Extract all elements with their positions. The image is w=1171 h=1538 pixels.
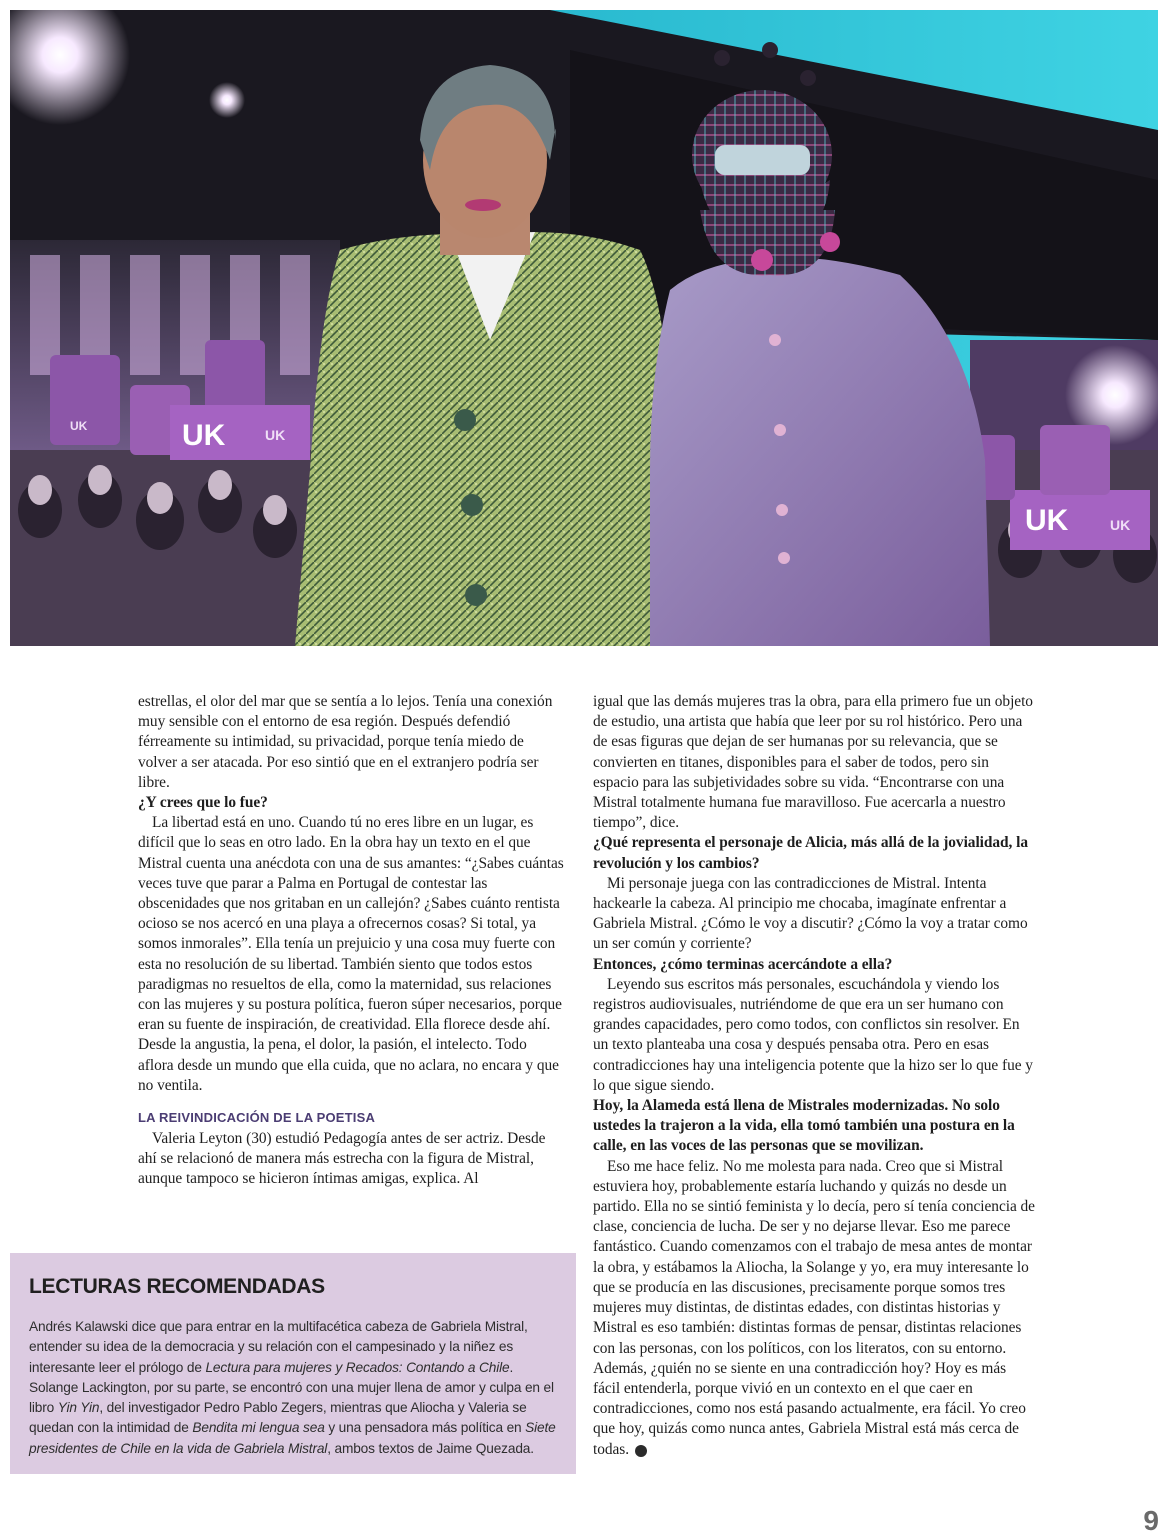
hero-photo bbox=[10, 10, 1158, 646]
paragraph: Leyendo sus escritos más personales, escuchándola y viendo los registros audiovisuales, nutriéndome de que era un ser humano con grandes capacidades, pero como todos, con conflictos sin resolver. En un texto planteaba una cosa y después pensaba otra. Pero en esas contradicciones hay una inteligencia potente que la hizo ser lo que fue y lo que sigue siendo. bbox=[593, 975, 1033, 1094]
box-text-run: y una pensadora más política en bbox=[324, 1420, 526, 1436]
book-title: Bendita mi lengua sea bbox=[192, 1420, 325, 1436]
paragraph bbox=[593, 1157, 1035, 1460]
paragraph: Mi personaje juega con las contradicciones de Mistral. Intenta hackearle la cabeza. Al principio me chocaba, imagínate enfrentar a Gabriela Mistral. ¿Cómo le voy a discutir? ¿Cómo la voy a tratar como un ser común y corriente? bbox=[593, 874, 1028, 953]
sign-text: UK bbox=[1025, 504, 1069, 537]
paragraph: La libertad está en uno. Cuando tú no eres libre en un lugar, es difícil que lo seas en otro lado. En la obra hay un texto en el que Mistral cuenta una anécdota con una de sus amantes: “¿Sabes cuántas veces tuve que parar a Palma en Portugal de contestar las obscenidades que nos gritaban en un callejón? ¿Sabes cuánto rentista ocioso se nos acercó en una playa a ofrecernos cosas? Si total, ya somos inmorales”. Ella tenía un prejuicio y una cosa muy fuerte con esta no resolución de su libertad. También siento que todos estos paradigmas no resueltos de ella, como la maternidad, sus relaciones con las mujeres y su postura política, fueron súper necesarios, porque eran su fuente de inspiración, de creatividad. Ella florece desde ahí. Desde la angustia, la pena, el dolor, la pasión, el intelecto. Todo aflora desde un mundo que ella cuida, que no aclara, no encara y que no ventila. bbox=[138, 814, 564, 1094]
book-title: Lectura para mujeres y Recados: Contando a Chile bbox=[205, 1359, 510, 1375]
paragraph: estrellas, el olor del mar que se sentía a lo lejos. Tenía una conexión muy sensible con el entorno de esa región. Después defendió férreamente su intimidad, su privacidad, porque tenía miedo de volver a ser atacada. Por eso sintió que en el extranjero podría ser libre. bbox=[138, 693, 553, 791]
section-subhead: LA REIVINDICACIÓN DE LA POETISA bbox=[138, 1110, 376, 1126]
sign-text: UK bbox=[1110, 517, 1131, 533]
box-title: LECTURAS RECOMENDADAS bbox=[29, 1275, 325, 1298]
sign-text: UK bbox=[182, 419, 226, 452]
article-column-left bbox=[138, 692, 566, 1190]
hero-illustration bbox=[10, 10, 1158, 646]
box-text-run: , ambos textos de Jaime Quezada. bbox=[327, 1440, 534, 1456]
box-text bbox=[29, 1317, 563, 1459]
book-title: Yin Yin bbox=[57, 1400, 100, 1416]
article-column-right bbox=[593, 692, 1035, 1460]
sign-text: UK bbox=[265, 427, 286, 443]
paragraph: igual que las demás mujeres tras la obra, para ella primero fue un objeto de estudio, una artista que había que leer por su rol histórico. Pero una de esas figuras que dejan de ser humanas por su relevancia, que se convierten en titanes, disponibles para el saber de todos, pero sin espacio para las subjetividades sobre su vida. “Encontrarse con una Mistral totalmente humana fue maravilloso. Fue acercarla a nuestro tiempo”, dice. bbox=[593, 693, 1033, 832]
end-mark-icon: Y bbox=[635, 1445, 647, 1457]
book-title: Siete presidentes de Chile en la vida de Gabriela Mistral bbox=[29, 1420, 556, 1456]
box-text-run: Andrés Kalawski dice que para entrar en la multifacética cabeza de Gabriela Mistral, entender su idea de la democracia y su relación con el campesinado y la niñez es interesante leer el prólogo de bbox=[29, 1319, 528, 1375]
recommended-reading-box bbox=[10, 1253, 576, 1474]
interview-question: Hoy, la Alameda está llena de Mistrales modernizadas. No solo ustedes la trajeron a la vida, ella tomó también una postura en la calle, en las voces de las personas que se movilizan. bbox=[593, 1097, 1015, 1155]
sign-text: UK bbox=[70, 419, 88, 433]
interview-question: ¿Y crees que lo fue? bbox=[138, 794, 268, 812]
interview-question: Entonces, ¿cómo terminas acercándote a ella? bbox=[593, 955, 893, 973]
paragraph-text: Eso me hace feliz. No me molesta para nada. Creo que si Mistral estuviera hoy, probablemente estaría luchando y quizás no desde un partido. Ella no se sintió feminista y lo decía, pero sí tenía conciencia de clase, conciencia de lucha. De ser y no dejarse llevar. Eso me parece fantástico. Cuando comenzamos con el trabajo de mesa antes de montar la obra, y estábamos la Aliocha, la Solange y yo, era muy interesante lo que se producía en las discusiones, precisamente porque somos tres mujeres muy distintas, de distintas edades, con distintas historias y Mistral es eso también: distintas formas de pensar, distintas relaciones con las personas, con los políticos, con los literatos, con su entorno. Además, ¿quién no se siente en una contradicción hoy? Hoy es más fácil entenderla, porque vivió en un contexto en el que caer en contradicciones, como nos está pasando actualmente, era fácil. Yo creo que hoy, quizás como nunca antes, Gabriela Mistral está más cerca de todas. bbox=[593, 1157, 1035, 1458]
interview-question: ¿Qué representa el personaje de Alicia, más allá de la jovialidad, la revolución y los cambios? bbox=[593, 834, 1029, 872]
paragraph: Valeria Leyton (30) estudió Pedagogía antes de ser actriz. Desde ahí se relacionó de manera más estrecha con la figura de Mistral, aunque tampoco se hicieron íntimas amigas, explica. Al bbox=[138, 1130, 546, 1188]
box-text-run: , del investigador Pedro Pablo Zegers, mientras que Aliocha y Valeria se quedan con la intimidad de bbox=[29, 1400, 527, 1436]
box-text-run: . Solange Lackington, por su parte, se encontró con una mujer llena de amor y culpa en el libro bbox=[29, 1359, 554, 1416]
page-number: 9 bbox=[1143, 1505, 1159, 1536]
